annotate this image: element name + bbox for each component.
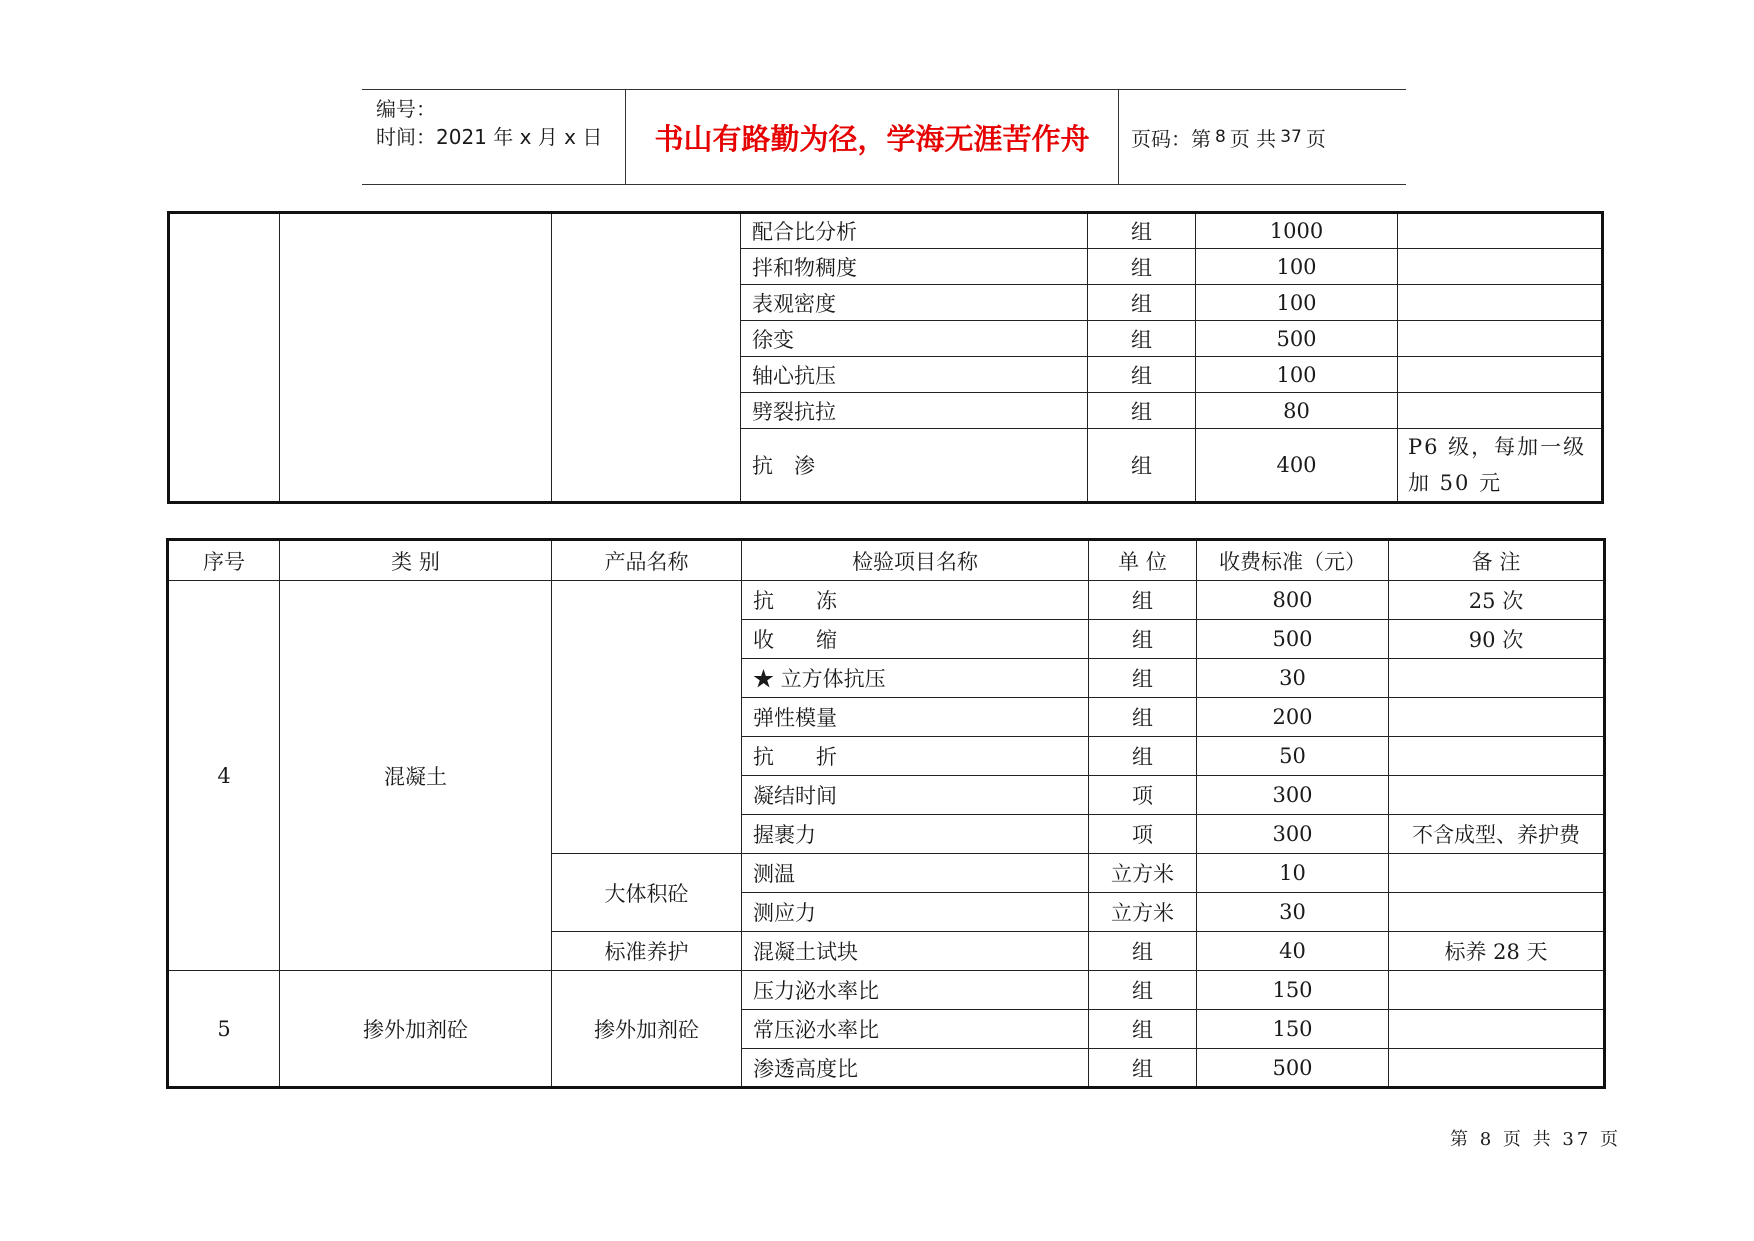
product-cell — [552, 213, 741, 503]
item-cell: 抗 渗 — [741, 429, 1088, 503]
unit-cell: 组 — [1088, 429, 1196, 503]
header-motto: 书山有路勤为径，学海无涯苦作舟 — [626, 90, 1119, 184]
table-row — [168, 581, 1605, 620]
item-cell: 握裹力 — [742, 815, 1089, 854]
fee-cell: 500 — [1196, 321, 1398, 357]
item-cell: 弹性模量 — [742, 698, 1089, 737]
fee-cell: 200 — [1197, 698, 1389, 737]
note-cell: 25 次 — [1389, 581, 1605, 620]
note-cell — [1398, 357, 1603, 393]
header-product: 产品名称 — [552, 540, 742, 581]
note-cell — [1398, 393, 1603, 429]
item-cell: 测温 — [742, 854, 1089, 893]
unit-cell: 组 — [1088, 393, 1196, 429]
note-cell — [1398, 321, 1603, 357]
footer-suffix: 页 — [1600, 1129, 1622, 1150]
page-current: 8 — [1215, 127, 1226, 147]
note-cell — [1389, 1010, 1605, 1049]
note-cell — [1389, 1049, 1605, 1088]
fee-cell: 500 — [1197, 1049, 1389, 1088]
code-label: 编号： — [376, 97, 436, 121]
note-cell — [1398, 249, 1603, 285]
note-cell — [1389, 893, 1605, 932]
unit-cell: 组 — [1088, 321, 1196, 357]
item-cell: 徐变 — [741, 321, 1088, 357]
fee-table — [166, 538, 1606, 1089]
seq-cell — [169, 213, 280, 503]
note-cell: P6 级，每加一级加 50 元 — [1398, 429, 1603, 503]
item-cell: 抗 折 — [742, 737, 1089, 776]
header-meta — [362, 90, 626, 184]
item-cell: ★ 立方体抗压 — [742, 659, 1089, 698]
header-page-number — [1119, 90, 1406, 184]
note-cell — [1389, 698, 1605, 737]
item-cell: 凝结时间 — [742, 776, 1089, 815]
product-cell: 大体积砼 — [552, 854, 742, 932]
fee-cell: 300 — [1197, 815, 1389, 854]
item-cell: 收 缩 — [742, 620, 1089, 659]
fee-cell: 50 — [1197, 737, 1389, 776]
category-cell: 混凝土 — [280, 581, 552, 971]
unit-cell: 立方米 — [1089, 854, 1197, 893]
fee-cell: 300 — [1197, 776, 1389, 815]
item-cell: 轴心抗压 — [741, 357, 1088, 393]
footer-mid: 页 共 — [1502, 1129, 1554, 1150]
fee-cell: 10 — [1197, 854, 1389, 893]
category-cell: 掺外加剂砼 — [280, 971, 552, 1088]
unit-cell: 组 — [1089, 659, 1197, 698]
fee-cell: 100 — [1196, 249, 1398, 285]
item-cell: 抗 冻 — [742, 581, 1089, 620]
fee-cell: 800 — [1197, 581, 1389, 620]
unit-cell: 组 — [1088, 213, 1196, 249]
seq-cell: 5 — [168, 971, 280, 1088]
page-suffix: 页 — [1305, 126, 1326, 151]
fee-cell: 1000 — [1196, 213, 1398, 249]
unit-cell: 组 — [1089, 1010, 1197, 1049]
page-prefix: 页码：第 — [1131, 126, 1211, 151]
product-cell: 标准养护 — [552, 932, 742, 971]
fee-cell: 500 — [1197, 620, 1389, 659]
item-cell: 常压泌水率比 — [742, 1010, 1089, 1049]
table-row — [168, 971, 1605, 1010]
fee-cell: 150 — [1197, 1010, 1389, 1049]
note-cell: 不含成型、养护费 — [1389, 815, 1605, 854]
unit-cell: 组 — [1089, 737, 1197, 776]
item-cell: 渗透高度比 — [742, 1049, 1089, 1088]
table-row — [169, 213, 1603, 249]
note-cell — [1389, 737, 1605, 776]
item-cell: 劈裂抗拉 — [741, 393, 1088, 429]
unit-cell: 组 — [1089, 620, 1197, 659]
header-fee: 收费标准（元） — [1197, 540, 1389, 581]
unit-cell: 组 — [1089, 581, 1197, 620]
fee-table-continued — [167, 211, 1604, 504]
item-cell: 拌和物稠度 — [741, 249, 1088, 285]
note-cell: 标养 28 天 — [1389, 932, 1605, 971]
category-cell — [280, 213, 552, 503]
item-cell: 表观密度 — [741, 285, 1088, 321]
unit-cell: 立方米 — [1089, 893, 1197, 932]
note-cell — [1389, 971, 1605, 1010]
header-note: 备 注 — [1389, 540, 1605, 581]
note-cell — [1389, 854, 1605, 893]
product-cell — [552, 581, 742, 854]
unit-cell: 项 — [1089, 815, 1197, 854]
note-cell — [1389, 776, 1605, 815]
date-label: 时间：2021 年 x 月 x 日 — [376, 125, 603, 149]
fee-cell: 30 — [1197, 893, 1389, 932]
unit-cell: 组 — [1089, 971, 1197, 1010]
header-unit: 单 位 — [1089, 540, 1197, 581]
fee-cell: 400 — [1196, 429, 1398, 503]
page-footer — [1450, 1125, 1621, 1151]
item-cell: 配合比分析 — [741, 213, 1088, 249]
product-cell: 掺外加剂砼 — [552, 971, 742, 1088]
page-header — [362, 89, 1406, 185]
unit-cell: 项 — [1089, 776, 1197, 815]
fee-cell: 150 — [1197, 971, 1389, 1010]
note-cell — [1398, 285, 1603, 321]
page-total: 37 — [1280, 127, 1302, 147]
fee-cell: 100 — [1196, 357, 1398, 393]
unit-cell: 组 — [1088, 357, 1196, 393]
header-item: 检验项目名称 — [742, 540, 1089, 581]
item-cell: 混凝土试块 — [742, 932, 1089, 971]
seq-cell: 4 — [168, 581, 280, 971]
header-category: 类 别 — [280, 540, 552, 581]
item-cell: 测应力 — [742, 893, 1089, 932]
note-cell — [1389, 659, 1605, 698]
header-seq: 序号 — [168, 540, 280, 581]
page-mid: 页 共 — [1229, 126, 1277, 151]
fee-cell: 100 — [1196, 285, 1398, 321]
fee-cell: 40 — [1197, 932, 1389, 971]
fee-cell: 30 — [1197, 659, 1389, 698]
item-cell: 压力泌水率比 — [742, 971, 1089, 1010]
note-cell: 90 次 — [1389, 620, 1605, 659]
footer-current: 8 — [1479, 1129, 1495, 1150]
unit-cell: 组 — [1089, 1049, 1197, 1088]
unit-cell: 组 — [1088, 285, 1196, 321]
footer-prefix: 第 — [1450, 1129, 1471, 1150]
unit-cell: 组 — [1088, 249, 1196, 285]
footer-total: 37 — [1562, 1129, 1592, 1150]
note-cell — [1398, 213, 1603, 249]
fee-cell: 80 — [1196, 393, 1398, 429]
unit-cell: 组 — [1089, 698, 1197, 737]
unit-cell: 组 — [1089, 932, 1197, 971]
table-header-row — [168, 540, 1605, 581]
